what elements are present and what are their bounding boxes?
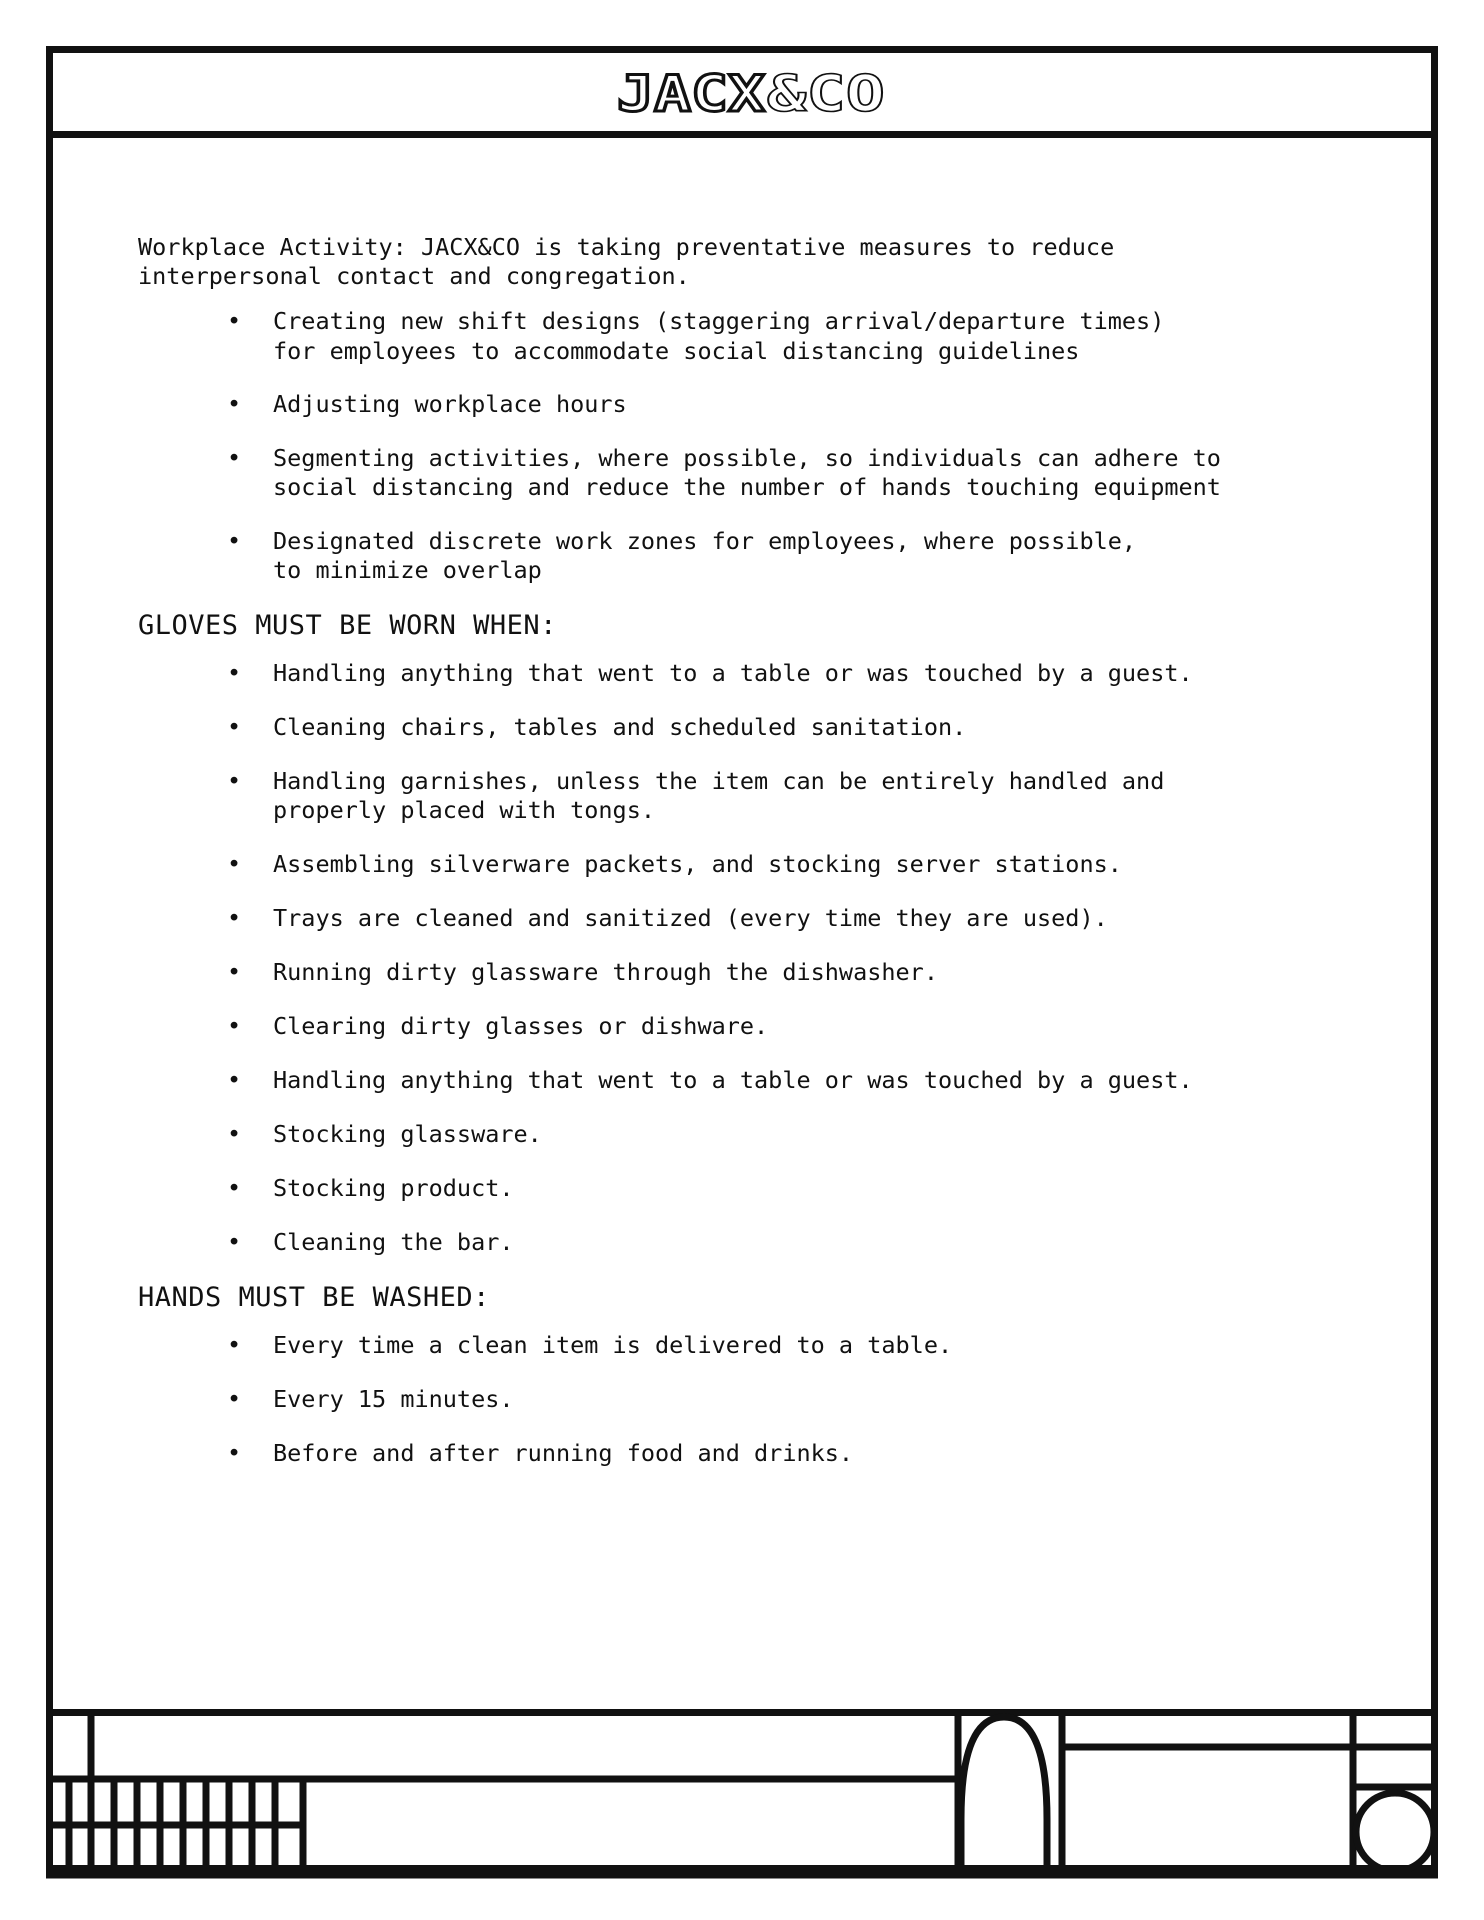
main-content <box>138 233 1338 1493</box>
gloves-list <box>138 659 1338 1258</box>
list-item: • Creating new shift designs (staggering arrival/departure times) for employees to accommodate social distancing guidelines <box>273 307 1338 366</box>
list-item: • Every 15 minutes. <box>273 1385 1338 1415</box>
logo-jacx-text: JACX <box>617 69 765 119</box>
footer-arch-shape <box>961 1717 1047 1875</box>
list-item: • Cleaning the bar. <box>273 1228 1338 1258</box>
list-item: • Assembling silverware packets, and stocking server stations. <box>273 850 1338 880</box>
hands-list <box>138 1331 1338 1469</box>
hands-heading: HANDS MUST BE WASHED: <box>138 1282 490 1313</box>
decorative-footer-pattern <box>46 1709 1438 1879</box>
header-bar <box>53 53 1431 138</box>
footer-circle-shape <box>1356 1793 1434 1871</box>
list-item: • Designated discrete work zones for employees, where possible, to minimize overlap <box>273 527 1338 586</box>
jacx-co-logo <box>617 69 887 119</box>
list-item: • Handling anything that went to a table or was touched by a guest. <box>273 1066 1338 1096</box>
list-item: • Cleaning chairs, tables and scheduled sanitation. <box>273 713 1338 743</box>
list-item: • Running dirty glassware through the dishwasher. <box>273 958 1338 988</box>
list-item: • Stocking glassware. <box>273 1120 1338 1150</box>
gloves-heading: GLOVES MUST BE WORN WHEN: <box>138 609 557 641</box>
list-item: • Segmenting activities, where possible, so individuals can adhere to social distancing and reduce the number of hands touching equipment <box>273 444 1338 503</box>
intro-paragraph: Workplace Activity: JACX&CO is taking preventative measures to reduce interpersonal contact and congregation. <box>138 233 1115 290</box>
list-item: • Handling anything that went to a table or was touched by a guest. <box>273 659 1338 689</box>
list-item: • Adjusting workplace hours <box>273 390 1338 420</box>
list-item: • Stocking product. <box>273 1174 1338 1204</box>
workplace-measures-list <box>138 307 1338 586</box>
list-item: • Every time a clean item is delivered to a table. <box>273 1331 1338 1361</box>
page-frame <box>46 46 1438 1872</box>
list-item: • Handling garnishes, unless the item can be entirely handled and properly placed with tongs. <box>273 767 1338 826</box>
list-item: • Trays are cleaned and sanitized (every time they are used). <box>273 904 1338 934</box>
list-item: • Before and after running food and drinks. <box>273 1439 1338 1469</box>
logo-co-text: &CO <box>767 69 885 119</box>
list-item: • Clearing dirty glasses or dishware. <box>273 1012 1338 1042</box>
